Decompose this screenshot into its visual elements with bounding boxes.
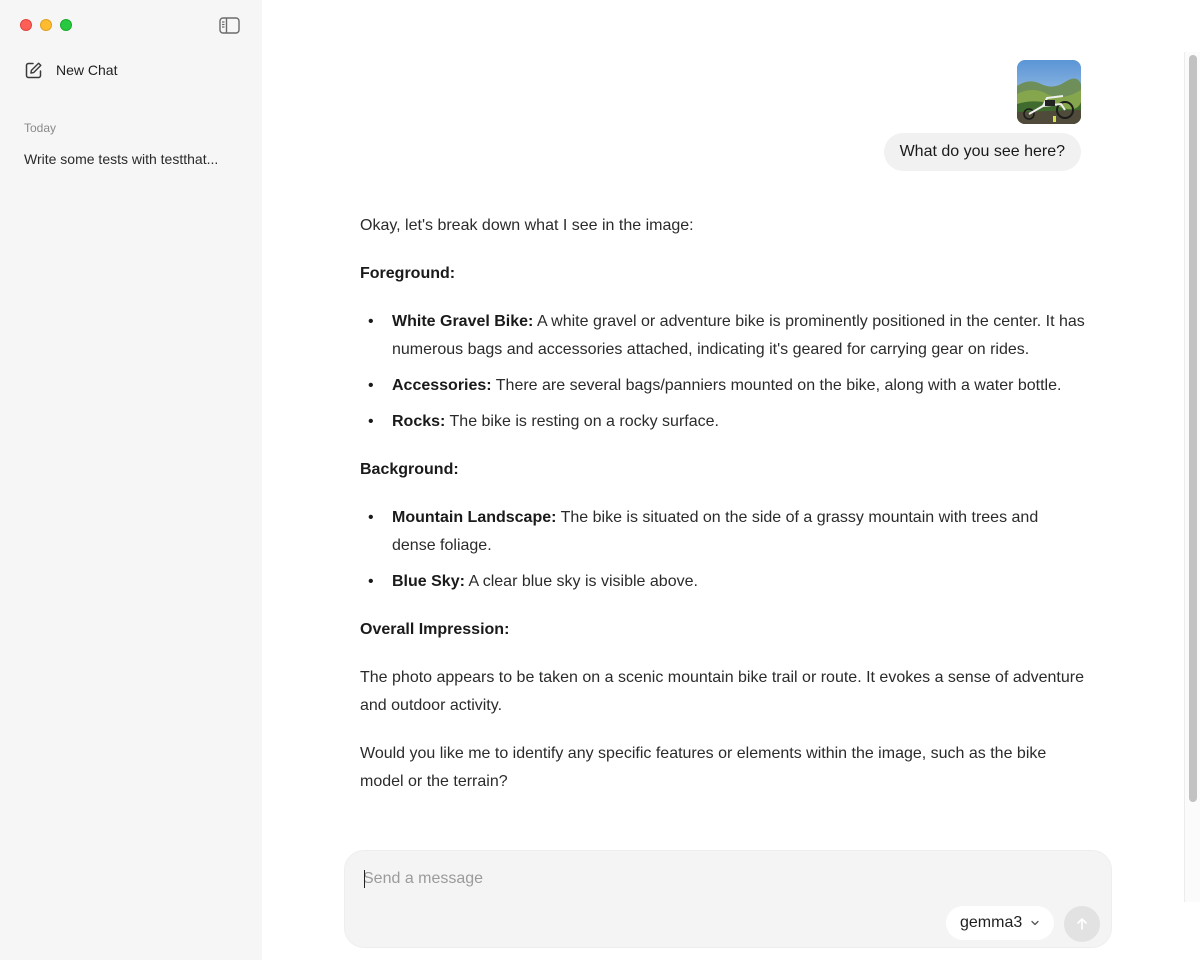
sidebar [0, 0, 262, 960]
chat-area [262, 0, 1200, 960]
followup-question: Would you like me to identify any specific features or elements within the image, such as the bike model or the terrain? [360, 745, 1047, 790]
foreground-heading: Foreground: [360, 265, 456, 282]
model-name: gemma3 [960, 914, 1023, 931]
list-item-text: A clear blue sky is visible above. [464, 573, 698, 590]
background-heading: Background: [360, 461, 459, 478]
list-item [360, 372, 1085, 400]
overall-text: The photo appears to be taken on a scenic mountain bike trail or route. It evokes a sense of adventure and outdoor activity. [360, 669, 1084, 714]
window-controls [20, 19, 72, 31]
message-input[interactable] [363, 865, 1063, 893]
list-item-title: White Gravel Bike: [392, 313, 534, 330]
chat-history-item[interactable]: Write some tests with testthat... [24, 151, 219, 167]
list-item [360, 504, 1085, 560]
close-window-button[interactable] [20, 19, 32, 31]
arrow-up-icon [1075, 917, 1089, 931]
answer-intro: Okay, let's break down what I see in the image: [360, 217, 694, 234]
text-cursor [364, 870, 365, 888]
attached-image-thumbnail[interactable] [1017, 60, 1081, 124]
list-item-title: Mountain Landscape: [392, 509, 557, 526]
list-item [360, 408, 1085, 436]
compose-icon [24, 61, 43, 80]
zoom-window-button[interactable] [60, 19, 72, 31]
mountain-bike-photo [1017, 60, 1081, 124]
overall-heading: Overall Impression: [360, 621, 510, 638]
model-selector[interactable] [946, 906, 1054, 940]
list-item-title: Blue Sky: [392, 573, 465, 590]
new-chat-label: New Chat [56, 62, 118, 78]
foreground-list [360, 308, 1085, 436]
scrollbar-thumb[interactable] [1189, 55, 1197, 802]
send-button[interactable] [1064, 906, 1100, 942]
list-item [360, 568, 1085, 596]
assistant-message [360, 212, 1085, 816]
message-composer [344, 850, 1112, 948]
sidebar-toggle-button[interactable] [219, 16, 240, 35]
list-item-text: The bike is situated on the side of a grassy mountain with trees and dense foliage. [392, 509, 1039, 554]
list-item [360, 308, 1085, 364]
chevron-down-icon [1030, 918, 1040, 928]
list-item-text: A white gravel or adventure bike is prominently positioned in the center. It has numerous bags and accessories attached, indicating it's geared for carrying gear on rides. [392, 313, 1085, 358]
new-chat-button[interactable] [24, 58, 117, 82]
user-message-bubble: What do you see here? [884, 133, 1081, 171]
list-item-title: Rocks: [392, 413, 446, 430]
minimize-window-button[interactable] [40, 19, 52, 31]
history-section-label: Today [24, 121, 57, 135]
list-item-text: The bike is resting on a rocky surface. [445, 413, 719, 430]
list-item-title: Accessories: [392, 377, 492, 394]
sidebar-toggle-icon [219, 16, 240, 35]
background-list [360, 504, 1085, 596]
list-item-text: There are several bags/panniers mounted on the bike, along with a water bottle. [491, 377, 1062, 394]
